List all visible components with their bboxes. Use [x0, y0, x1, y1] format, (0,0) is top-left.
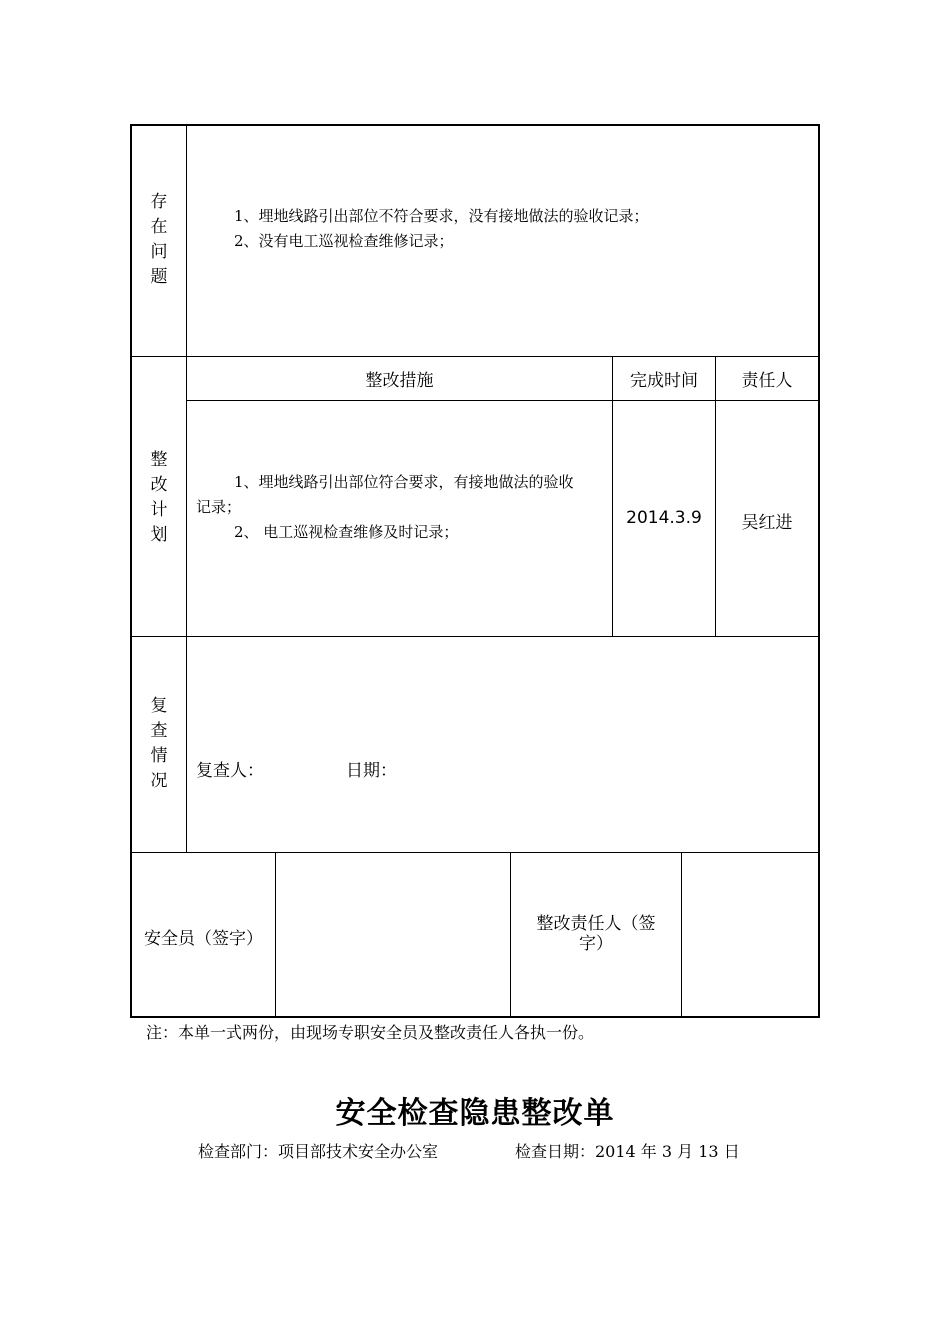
row-divider-2: [130, 636, 820, 637]
header-completion-time: 完成时间: [630, 371, 698, 391]
problem-item-2: 2、没有电工巡视检查维修记录；: [234, 232, 454, 250]
inspection-date: 检查日期：2014 年 3 月 13 日: [515, 1142, 740, 1161]
header-responsible-person: 责任人: [741, 371, 793, 391]
responsible-signature-label-line1: 整改责任人（签: [536, 914, 656, 934]
problems-label-char: 在: [150, 217, 168, 237]
problems-label-char: 题: [150, 267, 168, 287]
review-label-char: 复: [150, 696, 168, 716]
measure-item-2: 2、 电工巡视检查维修及时记录；: [234, 523, 459, 541]
form-note: 注：本单一式两份，由现场专职安全员及整改责任人各执一份。: [146, 1023, 595, 1042]
row-divider-1: [130, 356, 820, 357]
plan-label: [131, 448, 187, 548]
plan-col-divider-1: [612, 356, 613, 636]
measure-item-1-cont: 记录；: [196, 498, 242, 516]
measure-item-1: 1、埋地线路引出部位符合要求，有接地做法的验收: [234, 473, 574, 491]
plan-label-char: 改: [150, 475, 168, 495]
responsible-signature-label-line2: 字）: [579, 934, 613, 954]
review-label-char: 情: [150, 746, 168, 766]
reviewer-label: 复查人：: [196, 761, 264, 781]
plan-header-divider: [186, 400, 820, 401]
form-title: 安全检查隐患整改单: [335, 1096, 615, 1131]
review-label: [131, 694, 187, 794]
responsible-signature-field[interactable]: [682, 853, 818, 1016]
review-date-label: 日期：: [346, 761, 397, 781]
plan-col-divider-2: [715, 356, 716, 636]
responsible-person-value: 吴红进: [741, 513, 793, 533]
plan-label-char: 划: [150, 525, 168, 545]
plan-label-char: 整: [150, 450, 168, 470]
header-measures: 整改措施: [365, 371, 434, 391]
review-label-char: 查: [150, 721, 168, 741]
safety-officer-signature-field[interactable]: [276, 853, 510, 1016]
problem-item-1: 1、埋地线路引出部位不符合要求，没有接地做法的验收记录；: [234, 207, 649, 225]
table-border-right: [818, 124, 820, 1018]
problems-label-char: 存: [150, 192, 168, 212]
completion-time-value: 2014.3.9: [626, 508, 702, 528]
safety-officer-signature-label: 安全员（签字）: [144, 929, 263, 949]
table-border-top: [130, 124, 820, 126]
problems-label-char: 问: [150, 242, 168, 262]
inspection-department: 检查部门：项目部技术安全办公室: [198, 1142, 439, 1161]
plan-label-char: 计: [150, 500, 168, 520]
responsible-signature-label: [511, 914, 681, 954]
review-label-char: 况: [150, 771, 168, 791]
problems-label: [131, 190, 187, 290]
table-border-bottom: [130, 1016, 820, 1018]
